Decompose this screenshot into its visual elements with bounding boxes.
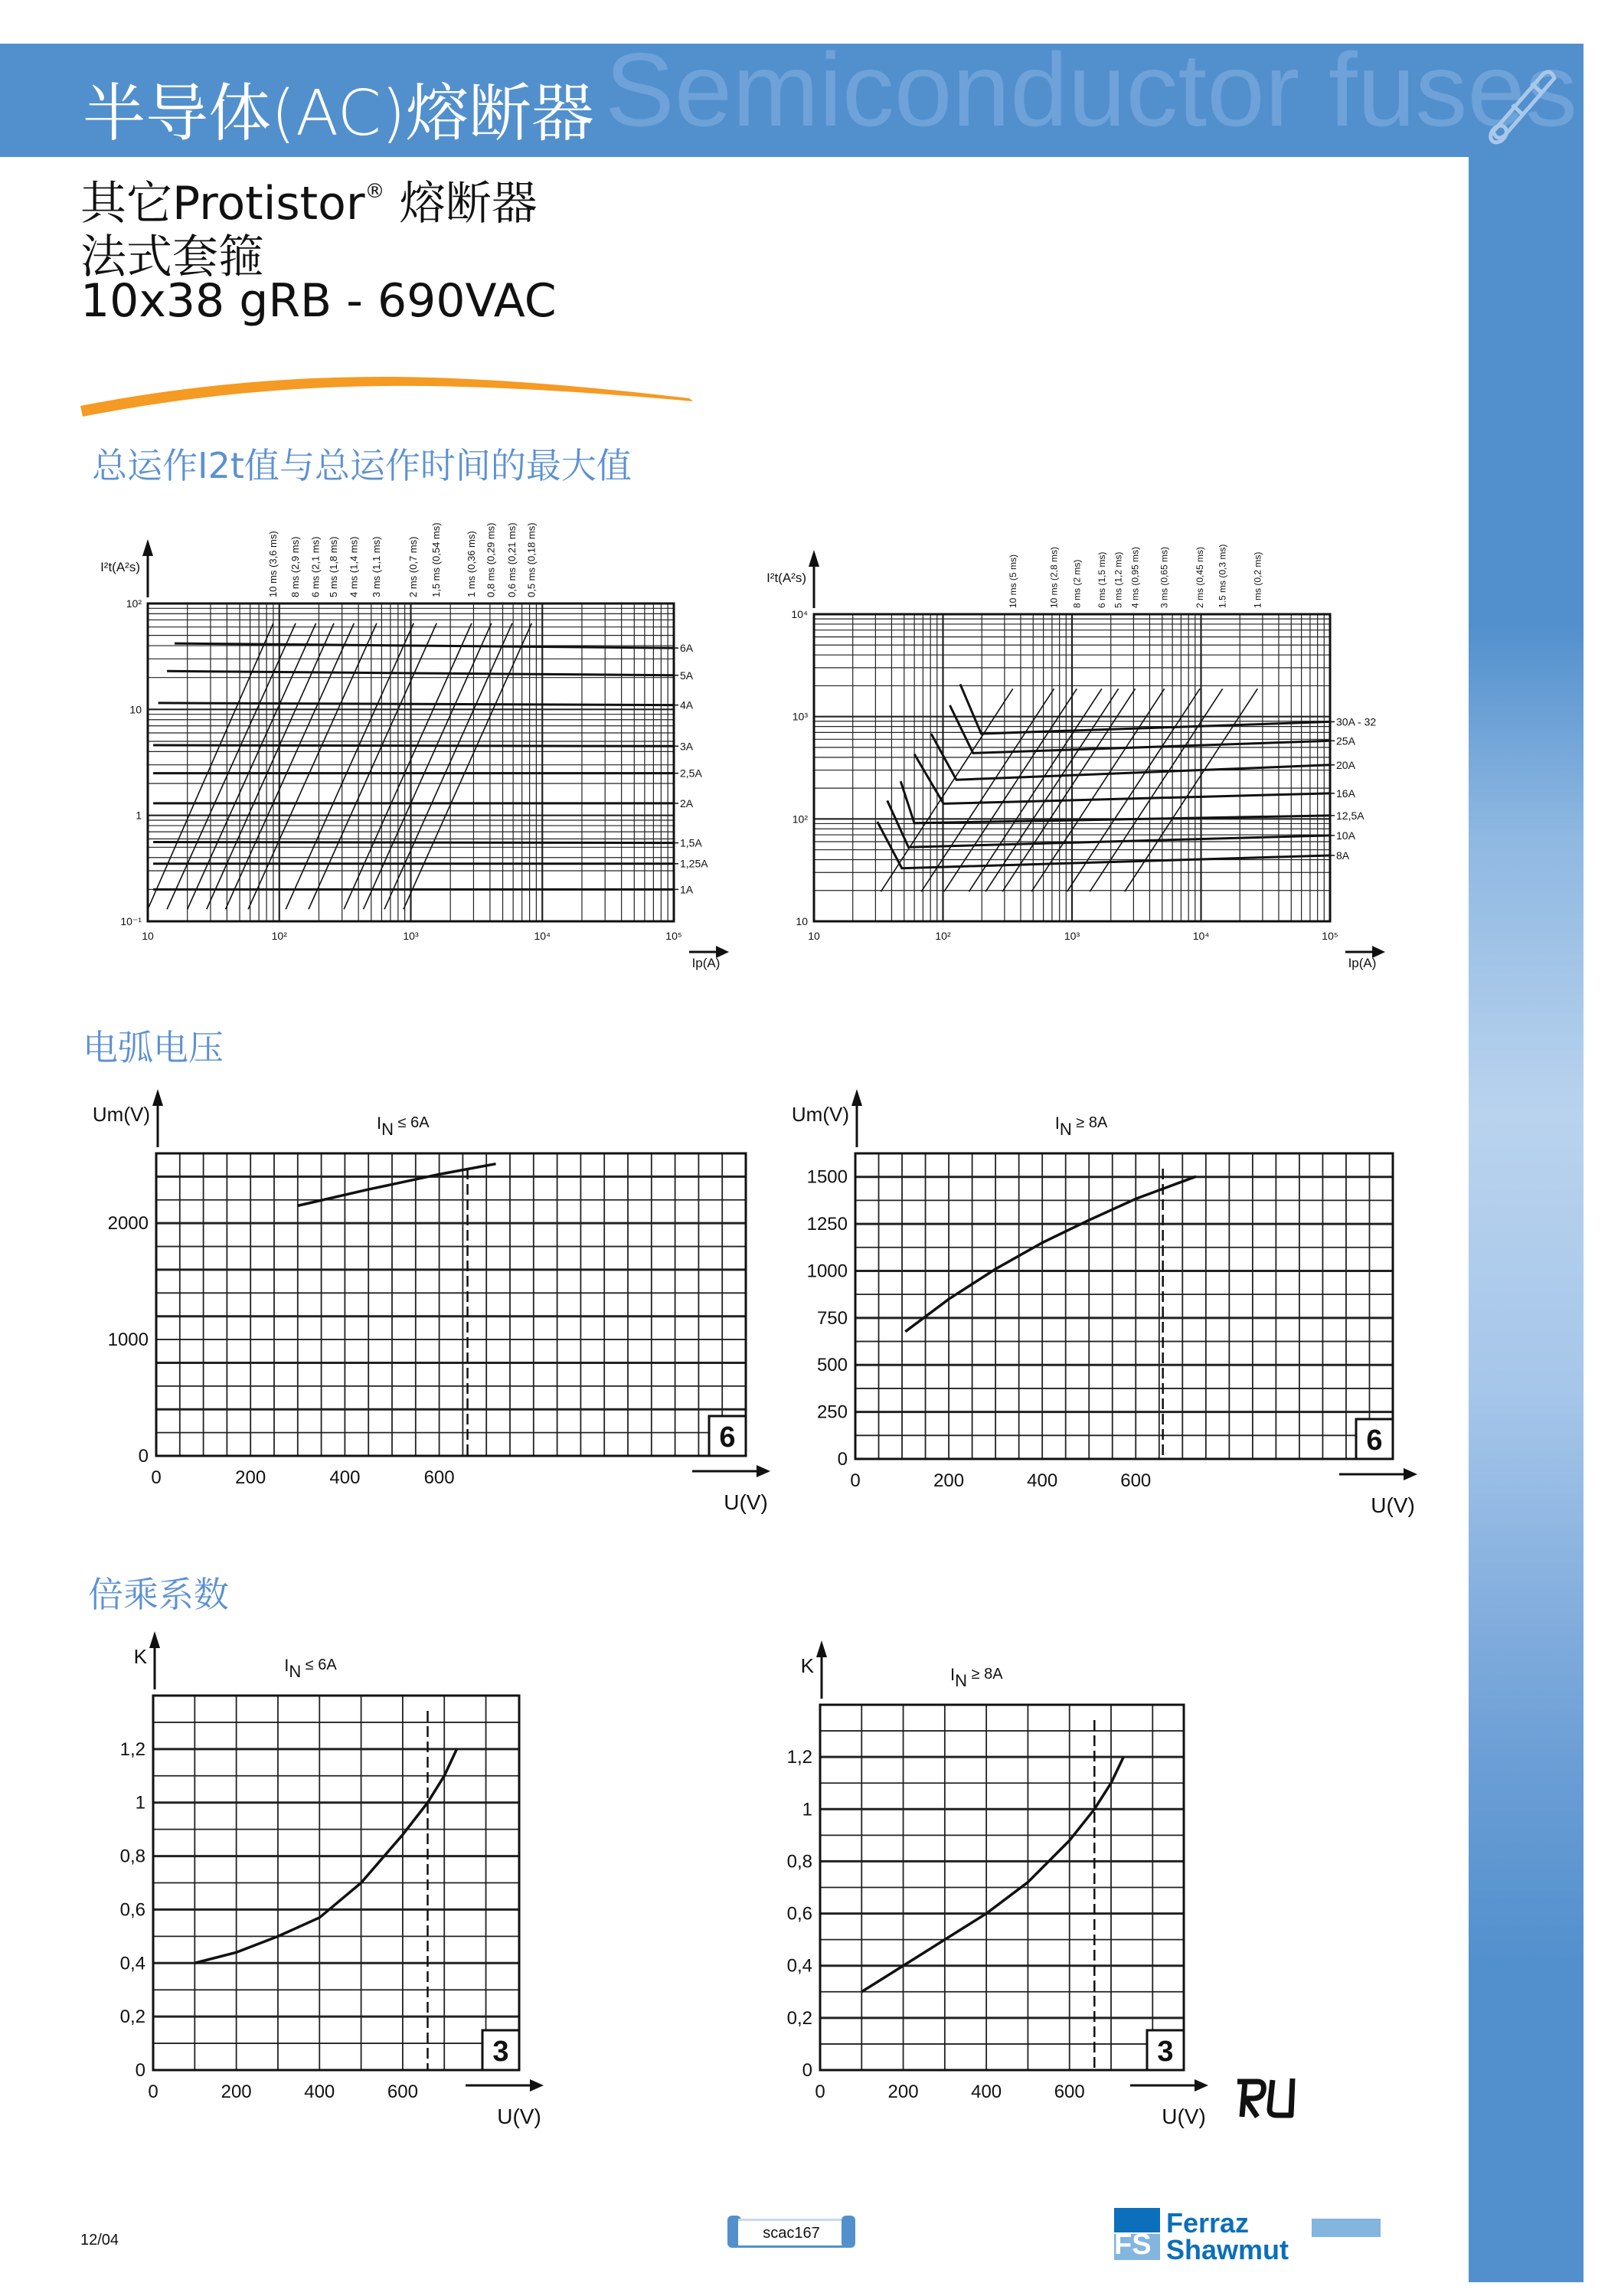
x-axis-arrow-head	[530, 2079, 544, 2092]
grid	[156, 1153, 746, 1456]
y-tick-label: 1	[135, 1792, 145, 1814]
product-family-text: 其它Protistor	[80, 177, 365, 231]
y-tick-label: 1	[802, 1799, 812, 1820]
chart-title: IN ≤ 6A	[377, 1114, 430, 1139]
chart-title: IN ≥ 8A	[1054, 1114, 1108, 1139]
x-tick-label: 600	[387, 2082, 418, 2102]
y-tick-label: 0,2	[786, 2007, 812, 2029]
x-axis-label: U(V)	[1162, 2105, 1206, 2128]
grid	[820, 1705, 1184, 2070]
time-line-label: 0,6 ms (0,21 ms)	[505, 522, 518, 597]
x-tick-label: 400	[971, 2082, 1002, 2102]
y-tick-label: 1000	[107, 1330, 149, 1351]
page-number: scac167	[738, 2219, 845, 2248]
y-axis-arrow-head	[152, 1089, 163, 1106]
x-tick-label: 600	[423, 1467, 455, 1488]
section-title-multiplier: 倍乘系数	[88, 1574, 229, 1615]
y-axis-label: K	[800, 1654, 814, 1677]
section-title-i2t: 总运作I2t值与总运作时间的最大值	[92, 445, 632, 486]
side-decoration-band	[1469, 157, 1583, 2282]
time-line-label: 1.5 ms (0,3 ms)	[1217, 544, 1228, 608]
rating-curve	[167, 671, 674, 675]
time-line	[384, 623, 512, 909]
x-tick-label: 200	[887, 2082, 919, 2102]
time-line-label: 4 ms (0,95 ms)	[1129, 546, 1141, 608]
rating-label: 2A	[680, 796, 694, 809]
x-tick-label: 200	[933, 1470, 965, 1491]
time-line	[226, 623, 355, 909]
x-axis-label: U(V)	[1371, 1493, 1415, 1517]
y-tick-label: 0,6	[119, 1899, 145, 1921]
time-line-label: 10 ms (5 ms)	[1007, 554, 1018, 608]
rating-label: 10A	[1336, 829, 1355, 842]
chart-title: IN ≥ 8A	[950, 1665, 1003, 1690]
section-title-arc-voltage: 电弧电压	[83, 1027, 224, 1068]
time-line-label: 10 ms (3,6 ms)	[266, 531, 279, 597]
header-watermark: Semiconductor fuses	[605, 31, 1577, 148]
time-line-label: 1 ms (0,36 ms)	[465, 531, 477, 597]
time-line	[364, 623, 492, 909]
y-tick-label: 1	[136, 809, 142, 822]
y-tick-label: 0,4	[786, 1955, 812, 1977]
rating-label: 1,25A	[680, 857, 708, 870]
rating-curve	[159, 703, 674, 705]
x-axis-label: Ip(A)	[691, 956, 721, 970]
k-factor-chart-small	[77, 1631, 551, 2129]
y-axis-label: K	[133, 1645, 147, 1668]
x-tick-label: 10	[808, 930, 820, 942]
y-tick-label: 10	[796, 915, 808, 927]
y-tick-label: 0	[802, 2060, 812, 2081]
time-line	[944, 688, 1077, 891]
brand-line-1: Ferraz	[1166, 2207, 1250, 2239]
y-tick-label: 0	[837, 1449, 848, 1470]
x-axis-label: Ip(A)	[1348, 956, 1377, 970]
curve	[861, 1757, 1123, 1992]
registered-mark: ®	[364, 180, 385, 203]
brand-line-2: Shawmut	[1166, 2234, 1289, 2265]
time-line-label: 8 ms (2,9 ms)	[289, 536, 302, 597]
x-tick-label: 0	[148, 2082, 159, 2102]
k-factor-chart-large	[766, 1631, 1225, 2129]
rating-curve	[153, 745, 674, 746]
time-line-label: 5 ms (1,2 ms)	[1113, 551, 1124, 608]
rating-label: 6A	[680, 642, 694, 655]
time-line-label: 0,5 ms (0,18 ms)	[525, 522, 538, 597]
time-line	[188, 623, 316, 909]
y-axis-label: I²t(A²s)	[100, 560, 140, 574]
orange-swoosh	[77, 368, 704, 421]
time-line	[921, 688, 1054, 891]
grid	[153, 1696, 519, 2070]
x-tick-label: 10²	[271, 930, 287, 942]
fuse-icon	[1470, 59, 1562, 147]
time-line	[404, 623, 531, 909]
rating-label: 3A	[680, 740, 694, 753]
time-line	[344, 623, 472, 909]
x-tick-label: 10³	[403, 930, 419, 942]
rating-label: 2,5A	[680, 767, 702, 780]
x-tick-label: 10	[142, 930, 154, 942]
time-line-label: 5 ms (1,8 ms)	[328, 536, 340, 597]
grid	[148, 603, 674, 921]
rating-label: 5A	[680, 669, 694, 682]
i2t-chart-large-ratings	[766, 498, 1417, 970]
y-axis-arrow-head	[142, 539, 153, 556]
ul-recognized-logo	[1234, 2075, 1296, 2125]
time-line	[309, 623, 436, 909]
x-tick-label: 600	[1120, 1470, 1152, 1491]
time-line-label: 10 ms (2,8 ms)	[1048, 546, 1060, 608]
y-axis-label: I²t(A²s)	[766, 571, 806, 585]
chart-title: IN ≤ 6A	[284, 1656, 337, 1681]
time-line	[207, 623, 334, 909]
product-family-suffix: 熔断器	[384, 177, 538, 231]
y-tick-label: 250	[816, 1401, 848, 1423]
y-axis-arrow-head	[809, 550, 819, 567]
y-tick-label: 1250	[806, 1214, 848, 1235]
plot-frame	[855, 1153, 1393, 1459]
x-tick-label: 200	[235, 1467, 266, 1488]
time-line-label: 2 ms (0,45 ms)	[1195, 546, 1206, 608]
y-tick-label: 2000	[107, 1213, 149, 1235]
y-tick-label: 1,2	[119, 1738, 145, 1760]
x-tick-label: 0	[151, 1467, 162, 1488]
rating-label: 1,5A	[680, 836, 702, 849]
time-line	[248, 623, 377, 909]
x-tick-label: 400	[304, 2082, 335, 2102]
y-tick-label: 1,2	[786, 1747, 812, 1768]
page-title: 半导体(AC)熔断器	[83, 77, 594, 150]
brand-mark: FS	[1114, 2229, 1152, 2261]
x-axis-label: U(V)	[724, 1490, 768, 1514]
ferraz-shawmut-logo	[1114, 2207, 1390, 2265]
time-line-label: 4 ms (1,4 ms)	[348, 536, 360, 597]
x-tick-label: 0	[850, 1470, 861, 1491]
y-tick-label: 10⁻¹	[120, 915, 142, 927]
x-tick-label: 600	[1054, 2082, 1085, 2102]
y-tick-label: 10⁴	[791, 608, 808, 620]
product-type: 法式套箍	[80, 231, 264, 284]
plot-frame	[156, 1153, 746, 1456]
y-axis-label: Um(V)	[791, 1103, 849, 1126]
curve-number: 3	[492, 2036, 509, 2068]
time-line	[286, 623, 413, 909]
x-tick-label: 10⁵	[665, 930, 682, 942]
y-tick-label: 10	[129, 703, 142, 716]
rating-label: 25A	[1336, 734, 1355, 747]
rating-label: 16A	[1336, 787, 1355, 800]
issue-date: 12/04	[80, 2232, 119, 2249]
x-axis-label: U(V)	[497, 2105, 541, 2128]
time-line-label: 3 ms (0,65 ms)	[1159, 546, 1170, 608]
grid	[855, 1153, 1393, 1459]
x-tick-label: 400	[1027, 1470, 1058, 1491]
arc-voltage-chart-small	[77, 1087, 766, 1532]
x-tick-label: 0	[815, 2082, 825, 2102]
header-banner	[0, 31, 1583, 157]
curve-number: 3	[1157, 2036, 1174, 2068]
rating-label: 12,5A	[1336, 809, 1365, 822]
y-tick-label: 10²	[126, 597, 142, 610]
time-line-label: 1 ms (0,2 ms)	[1252, 551, 1263, 608]
rating-label: 4A	[680, 698, 694, 711]
i2t-chart-small-ratings	[77, 498, 766, 970]
y-tick-label: 0	[138, 1446, 149, 1467]
y-axis-arrow-head	[816, 1640, 827, 1657]
x-tick-label: 200	[221, 2082, 252, 2102]
x-tick-label: 10³	[1064, 930, 1080, 942]
time-line-label: 3 ms (1,1 ms)	[370, 536, 382, 597]
time-line-label: 0,8 ms (0,29 ms)	[485, 522, 497, 597]
x-tick-label: 10⁵	[1322, 930, 1338, 942]
y-tick-label: 750	[816, 1307, 848, 1329]
y-tick-label: 0,6	[786, 1903, 812, 1925]
x-tick-label: 10²	[935, 930, 951, 942]
x-tick-label: 10⁴	[534, 930, 551, 942]
y-tick-label: 1000	[806, 1261, 848, 1282]
time-line-label: 1,5 ms (0,54 ms)	[430, 522, 443, 597]
time-line-label: 8 ms (2 ms)	[1071, 559, 1083, 608]
time-line	[969, 688, 1101, 891]
y-tick-label: 10²	[792, 813, 808, 826]
rating-label: 8A	[1336, 849, 1350, 862]
rating-label: 20A	[1336, 758, 1355, 771]
y-tick-label: 0,2	[119, 2007, 145, 2028]
time-line	[881, 688, 1012, 891]
curve-number: 6	[719, 1421, 736, 1454]
arc-voltage-chart-large	[766, 1087, 1417, 1532]
rating-label: 30A - 32	[1336, 715, 1377, 728]
y-axis-arrow-head	[149, 1631, 160, 1648]
y-axis-label: Um(V)	[92, 1103, 150, 1126]
y-tick-label: 0,8	[119, 1846, 145, 1867]
x-tick-label: 400	[329, 1467, 361, 1488]
x-axis-arrow-head	[1195, 2079, 1208, 2092]
y-tick-label: 0,8	[786, 1851, 812, 1872]
time-line-label: 2 ms (0,7 ms)	[407, 536, 420, 597]
curve-number: 6	[1366, 1424, 1383, 1457]
page-number-badge	[727, 2216, 855, 2248]
product-rating: 10x38 gRB - 690VAC	[80, 274, 557, 328]
x-axis-arrow-head	[1404, 1468, 1417, 1480]
badge-cap-right	[842, 2216, 855, 2248]
y-tick-label: 500	[816, 1355, 848, 1376]
y-tick-label: 10³	[792, 710, 808, 723]
time-line-label: 6 ms (2,1 ms)	[309, 536, 322, 597]
y-axis-arrow-head	[851, 1089, 862, 1106]
x-tick-label: 10⁴	[1192, 930, 1210, 942]
time-line	[167, 623, 296, 909]
time-line-label: 6 ms (1,5 ms)	[1096, 551, 1107, 608]
y-tick-label: 0,4	[119, 1953, 145, 1974]
y-tick-label: 1500	[806, 1166, 848, 1188]
y-tick-label: 0	[135, 2060, 145, 2081]
rating-label: 1A	[680, 883, 694, 896]
